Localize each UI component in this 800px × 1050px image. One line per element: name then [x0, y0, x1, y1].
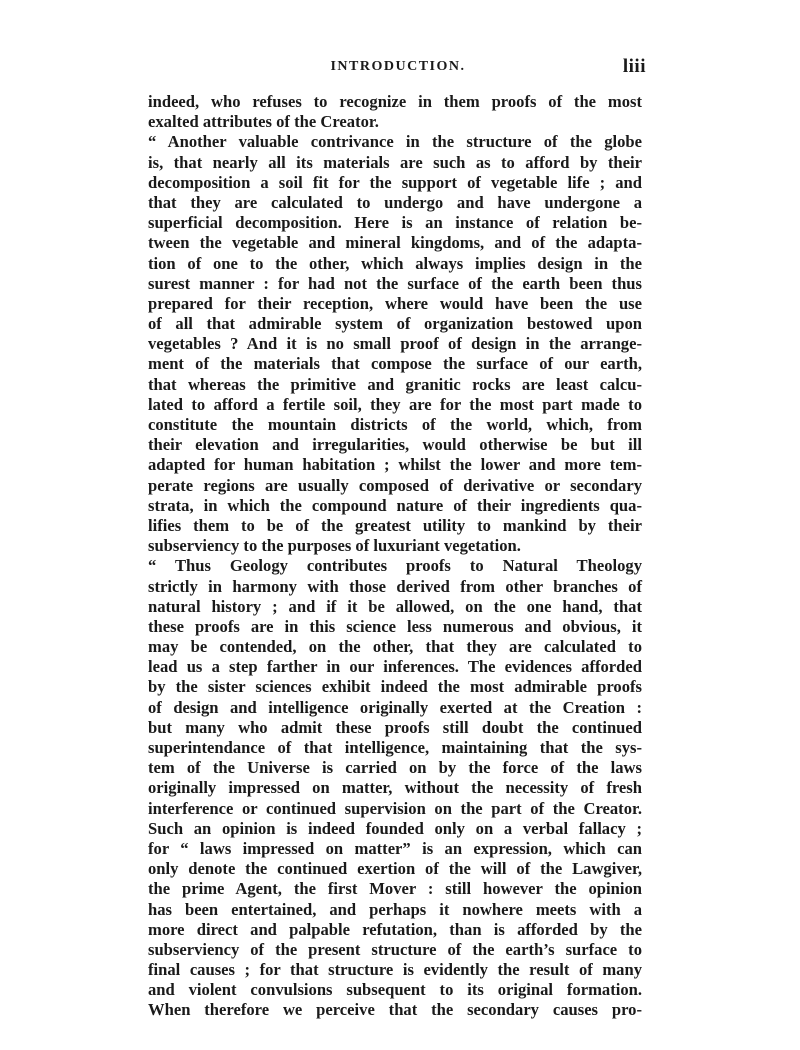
- running-title: INTRODUCTION.: [330, 59, 466, 74]
- text-line: that they are calculated to undergo and have undergone a: [148, 192, 642, 212]
- text-line: tion of one to the other, which always implies design in the: [148, 253, 642, 273]
- text-line: has been entertained, and perhaps it nowhere meets with a: [148, 899, 642, 919]
- text-line: Such an opinion is indeed founded only on a verbal fallacy ;: [148, 818, 642, 838]
- text-line: and violent convulsions subsequent to its original formation.: [148, 980, 642, 1000]
- text-line: by the sister sciences exhibit indeed the most admirable proofs: [148, 677, 642, 697]
- text-line: natural history ; and if it be allowed, on the one hand, that: [148, 596, 642, 616]
- text-line: perate regions are usually composed of derivative or secondary: [148, 475, 642, 495]
- page-number: liii: [622, 56, 646, 77]
- running-head: [148, 54, 648, 80]
- text-line: superficial decomposition. Here is an instance of relation be-: [148, 213, 642, 233]
- text-line: lated to afford a fertile soil, they are for the most part made to: [148, 394, 642, 414]
- text-line: strictly in harmony with those derived from other branches of: [148, 576, 642, 596]
- text-line: lead us a step farther in our inferences. The evidences afforded: [148, 657, 642, 677]
- text-line: for “ laws impressed on matter” is an expression, which can: [148, 838, 642, 858]
- text-line: When therefore we perceive that the secondary causes pro-: [148, 1000, 642, 1020]
- text-line: their elevation and irregularities, would otherwise be but ill: [148, 435, 642, 455]
- text-line: only denote the continued exertion of the will of the Lawgiver,: [148, 859, 642, 879]
- text-line: subserviency to the purposes of luxuriant vegetation.: [148, 536, 521, 556]
- text-line: indeed, who refuses to recognize in them proofs of the most: [148, 92, 642, 111]
- text-line: superintendance of that intelligence, maintaining that the sys-: [148, 738, 642, 757]
- text-line: constitute the mountain districts of the world, which, from: [148, 415, 642, 434]
- text-line: surest manner : for had not the surface of the earth been thus: [148, 273, 642, 293]
- text-line: the prime Agent, the first Mover : still however the opinion: [148, 879, 642, 899]
- text-line: of all that admirable system of organization bestowed upon: [148, 314, 642, 334]
- text-line: prepared for their reception, where would have been the use: [148, 293, 642, 313]
- text-line: strata, in which the compound nature of their ingredients qua-: [148, 495, 642, 515]
- text-line: tem of the Universe is carried on by the force of the laws: [148, 758, 642, 778]
- text-line: adapted for human habitation ; whilst the lower and more tem-: [148, 455, 642, 475]
- text-line: vegetables ? And it is no small proof of design in the arrange-: [148, 334, 642, 354]
- text-line: may be contended, on the other, that they are calculated to: [148, 637, 642, 657]
- text-line: final causes ; for that structure is evidently the result of many: [148, 960, 642, 980]
- text-line: is, that nearly all its materials are such as to afford by their: [148, 152, 642, 172]
- text-line: “ Thus Geology contributes proofs to Natural Theology: [148, 556, 642, 576]
- text-line: subserviency of the present structure of the earth’s surface to: [148, 939, 642, 959]
- text-line: interference or continued supervision on the part of the Creator.: [148, 798, 642, 818]
- text-line: decomposition a soil fit for the support of vegetable life ; and: [148, 172, 642, 192]
- text-line: tween the vegetable and mineral kingdoms, and of the adapta-: [148, 233, 642, 253]
- text-line: exalted attributes of the Creator.: [148, 112, 379, 132]
- text-line: these proofs are in this science less numerous and obvious, it: [148, 616, 642, 636]
- text-line: originally impressed on matter, without the necessity of fresh: [148, 778, 642, 798]
- body-text: [148, 92, 642, 1021]
- text-line: of design and intelligence originally exerted at the Creation :: [148, 697, 642, 717]
- text-line: lifies them to be of the greatest utility to mankind by their: [148, 515, 642, 535]
- text-line: more direct and palpable refutation, than is afforded by the: [148, 919, 642, 939]
- text-line: but many who admit these proofs still doubt the continued: [148, 717, 642, 737]
- text-line: that whereas the primitive and granitic rocks are least calcu-: [148, 374, 642, 394]
- text-line: “ Another valuable contrivance in the structure of the globe: [148, 132, 642, 152]
- text-line: ment of the materials that compose the surface of our earth,: [148, 354, 642, 374]
